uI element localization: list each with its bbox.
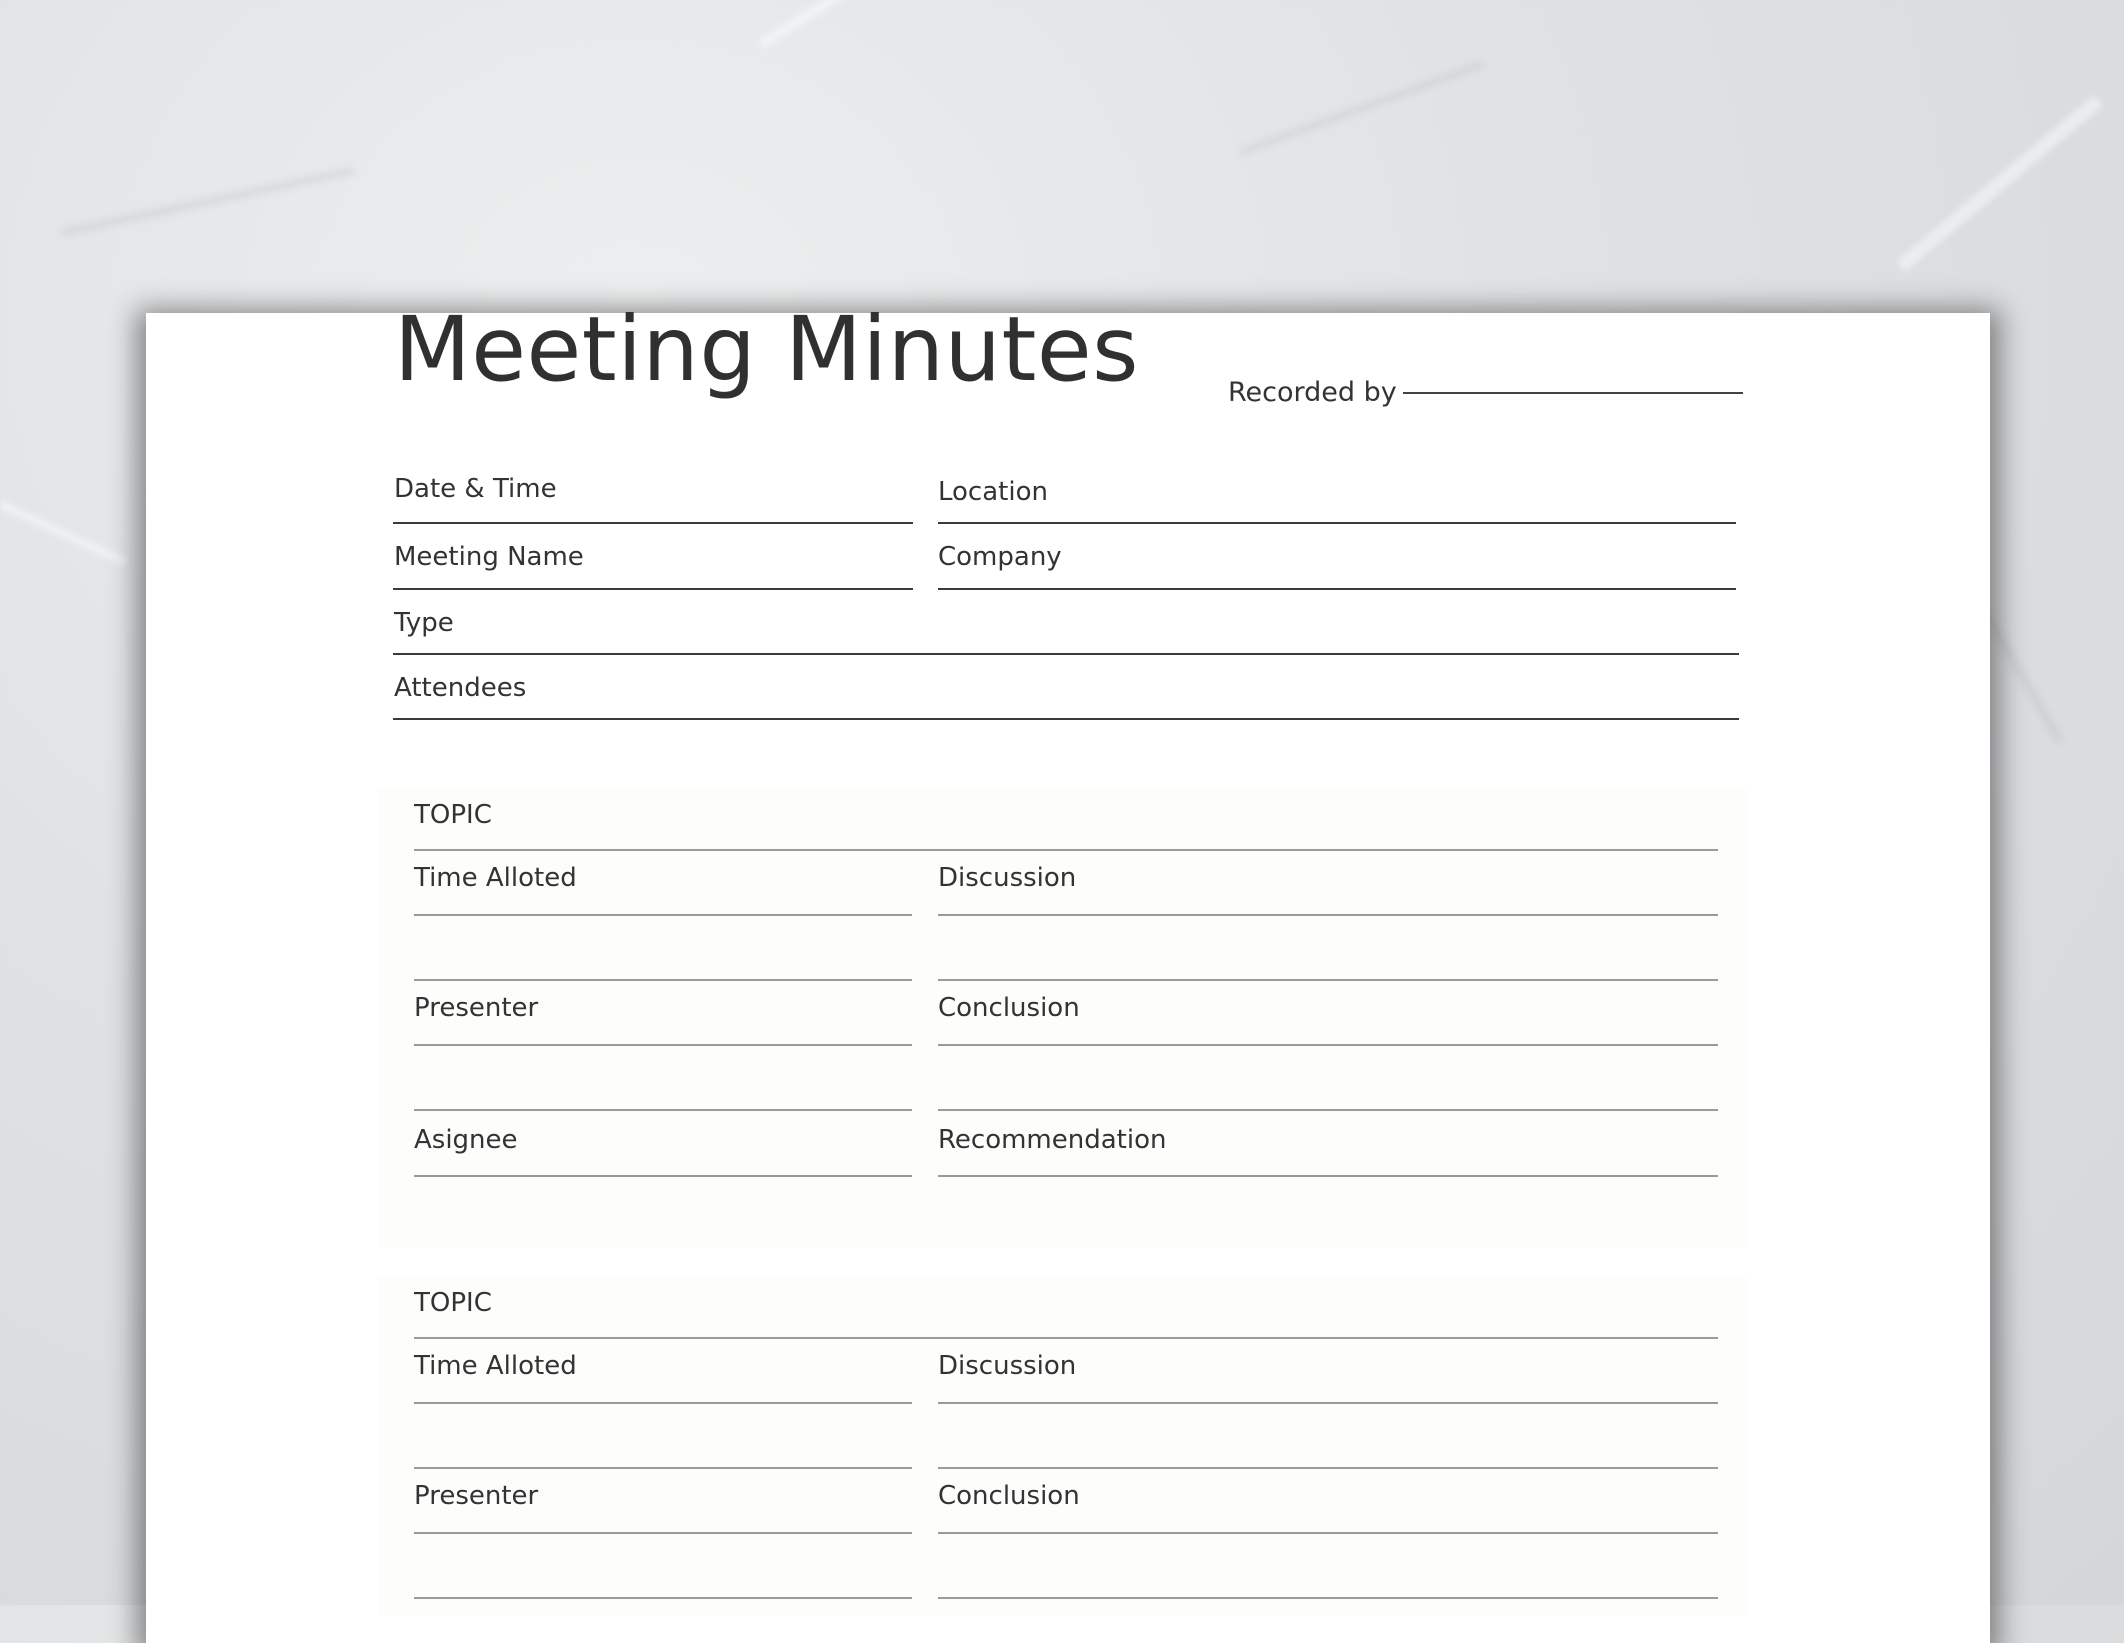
- page-title: Meeting Minutes: [394, 297, 1139, 401]
- marble-vein: [1239, 61, 1485, 155]
- conclusion-field[interactable]: [938, 1532, 1718, 1534]
- meeting-name-label: Meeting Name: [394, 542, 584, 572]
- time-alloted-line[interactable]: [414, 1467, 912, 1469]
- conclusion-label: Conclusion: [938, 993, 1080, 1023]
- conclusion-label: Conclusion: [938, 1481, 1080, 1511]
- location-label: Location: [938, 477, 1048, 507]
- location-field[interactable]: [938, 522, 1736, 524]
- presenter-field[interactable]: [414, 1532, 912, 1534]
- presenter-field[interactable]: [414, 1044, 912, 1046]
- attendees-label: Attendees: [394, 673, 527, 703]
- marble-vein: [1977, 602, 2062, 744]
- conclusion-field[interactable]: [938, 1044, 1718, 1046]
- marble-vein: [757, 0, 949, 49]
- conclusion-line[interactable]: [938, 1109, 1718, 1111]
- asignee-label: Asignee: [414, 1125, 518, 1155]
- marble-vein: [1896, 95, 2104, 273]
- marble-vein: [59, 168, 354, 236]
- meeting-name-field[interactable]: [393, 588, 913, 590]
- recommendation-field[interactable]: [938, 1175, 1718, 1177]
- company-label: Company: [938, 542, 1062, 572]
- attendees-field[interactable]: [393, 718, 1739, 720]
- recorded-by-field[interactable]: [1403, 392, 1743, 394]
- conclusion-line[interactable]: [938, 1597, 1718, 1599]
- time-alloted-label: Time Alloted: [414, 1351, 577, 1381]
- topic-section: [378, 1276, 1748, 1616]
- discussion-line[interactable]: [938, 979, 1718, 981]
- date-time-field[interactable]: [393, 522, 913, 524]
- discussion-label: Discussion: [938, 863, 1077, 893]
- asignee-field[interactable]: [414, 1175, 912, 1177]
- presenter-label: Presenter: [414, 1481, 539, 1511]
- date-time-label: Date & Time: [394, 474, 557, 504]
- discussion-field[interactable]: [938, 914, 1718, 916]
- topic-heading: TOPIC: [414, 800, 492, 830]
- presenter-line[interactable]: [414, 1109, 912, 1111]
- topic-field[interactable]: [414, 1337, 1718, 1339]
- type-field[interactable]: [393, 653, 1739, 655]
- discussion-field[interactable]: [938, 1402, 1718, 1404]
- time-alloted-field[interactable]: [414, 1402, 912, 1404]
- presenter-line[interactable]: [414, 1597, 912, 1599]
- discussion-line[interactable]: [938, 1467, 1718, 1469]
- topic-field[interactable]: [414, 849, 1718, 851]
- presenter-label: Presenter: [414, 993, 539, 1023]
- marble-vein: [0, 500, 129, 566]
- time-alloted-label: Time Alloted: [414, 863, 577, 893]
- company-field[interactable]: [938, 588, 1736, 590]
- topic-section: [378, 788, 1748, 1248]
- discussion-label: Discussion: [938, 1351, 1077, 1381]
- type-label: Type: [394, 608, 454, 638]
- meeting-minutes-sheet: [146, 297, 1990, 1643]
- topic-heading: TOPIC: [414, 1288, 492, 1318]
- recorded-by-label: Recorded by: [1228, 377, 1397, 408]
- time-alloted-line[interactable]: [414, 979, 912, 981]
- time-alloted-field[interactable]: [414, 914, 912, 916]
- recommendation-label: Recommendation: [938, 1125, 1167, 1155]
